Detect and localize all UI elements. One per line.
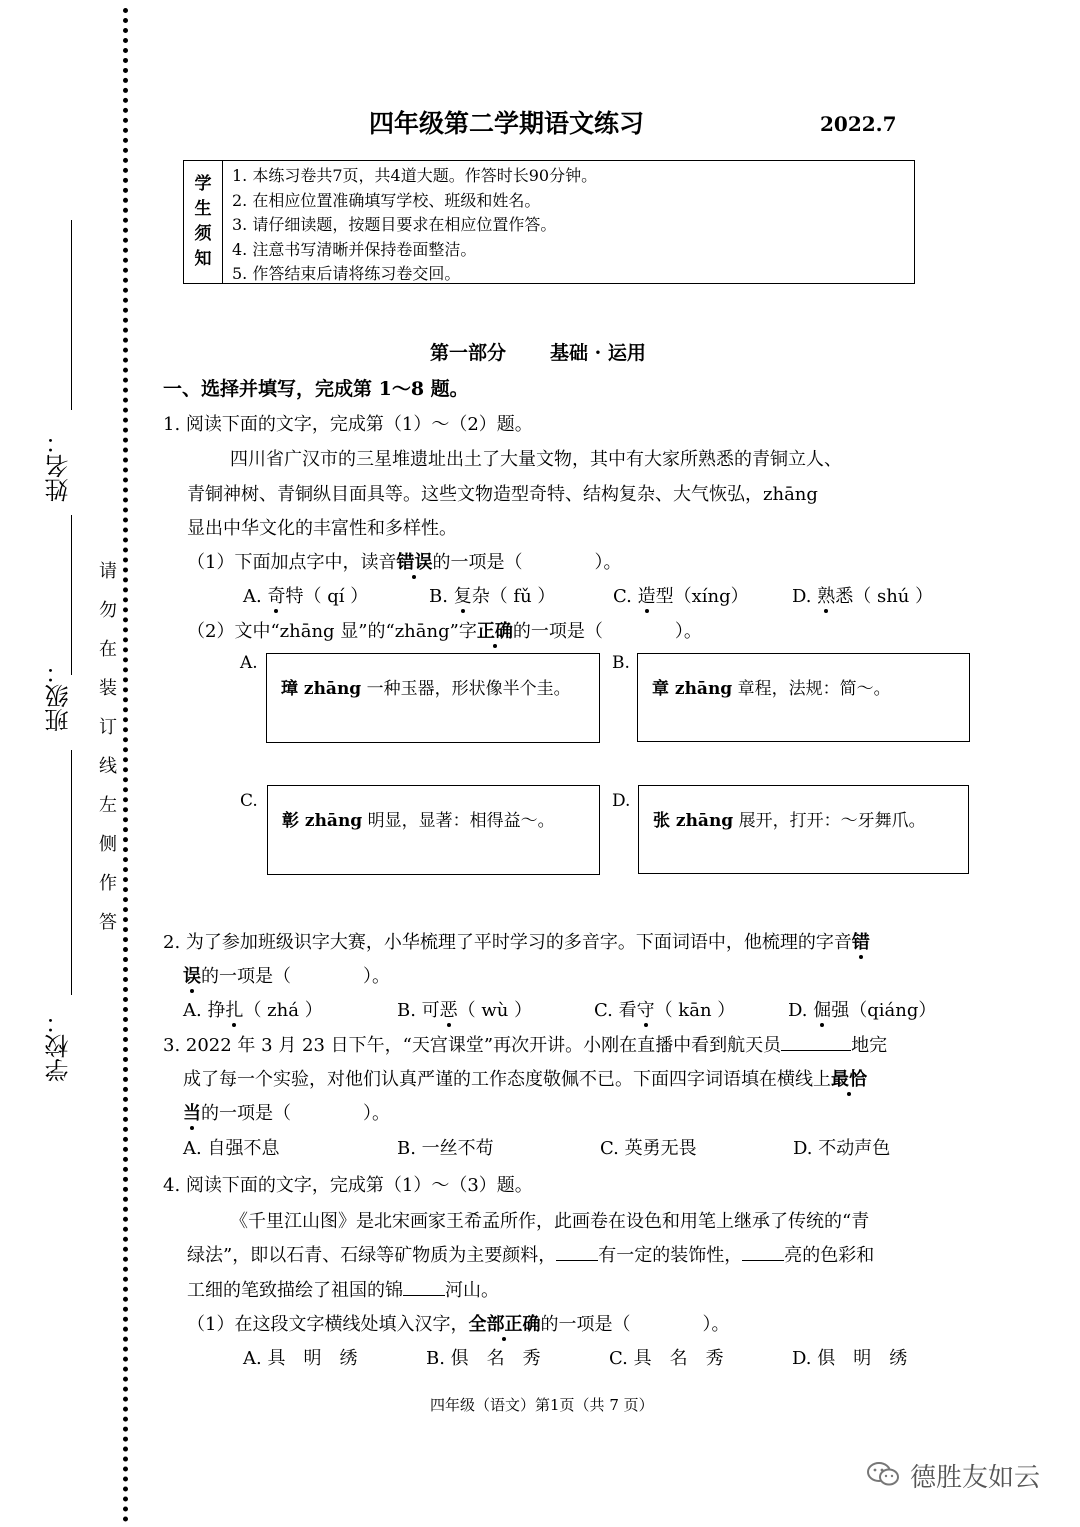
notice-items [232,164,597,287]
name-label: 姓名： [45,430,73,502]
box-letter: C. [240,791,258,811]
part-heading: 第一部分 基础 · 运用 [430,342,646,364]
q3-stem-cont: 当的一项是（ ）。 [183,1103,390,1124]
name-line [71,220,72,410]
option-box-c[interactable]: 彰 zhāng 明显，显著：相得益～。 [267,785,600,875]
wechat-icon [866,1460,900,1488]
binding-dotted-line [123,8,128,1523]
q3-option-a[interactable]: A. 自强不息 [183,1138,280,1159]
q1-sub2: （2）文中“zhāng 显”的“zhāng”字正确的一项是（ ）。 [187,621,702,642]
box-letter: B. [612,653,630,673]
q2-option-a[interactable]: A. 挣扎（ zhá ） [183,1000,323,1021]
q1-passage-line: 显出中华文化的丰富性和多样性。 [187,518,457,539]
q2-stem-cont: 误的一项是（ ）。 [183,966,390,987]
q2-option-b[interactable]: B. 可恶（ wù ） [397,1000,533,1021]
notice-item: 2. 在相应位置准确填写学校、班级和姓名。 [232,190,541,210]
binding-warning: 请 勿 在 装 订 线 左 侧 作 答 [99,561,117,933]
q1-sub1: （1）下面加点字中，读音错误的一项是（ ）。 [187,552,622,573]
q4-passage-line: 工细的笔致描绘了祖国的锦 河山。 [187,1280,499,1301]
page-footer: 四年级（语文）第1页（共 7 页） [430,1396,654,1414]
q4-option-a[interactable]: A. 具 明 绣 [243,1348,358,1369]
q4-option-b[interactable]: B. 俱 名 秀 [426,1348,541,1369]
notice-label: 学 生 须 知 [184,161,223,283]
q2-stem: 2. 为了参加班级识字大赛，小华梳理了平时学习的多音字。下面词语中，他梳理的字音错 [163,932,870,953]
q3-option-b[interactable]: B. 一丝不苟 [397,1138,494,1159]
q3-stem-cont: 成了每一个实验，对他们认真严谨的工作态度敬佩不已。下面四字词语填在横线上最恰 [183,1069,867,1090]
q2-option-c[interactable]: C. 看守（ kān ） [594,1000,736,1021]
q1-option-a[interactable]: A. 奇特（ qí ） [243,586,369,607]
option-box-a[interactable]: 璋 zhāng 一种玉器，形状像半个圭。 [266,653,600,743]
q1-option-c[interactable]: C. 造型（xíng） [613,586,749,607]
q4-passage-line: 《千里江山图》是北宋画家王希孟所作，此画卷在设色和用笔上继承了传统的“青 [230,1211,870,1232]
q4-option-c[interactable]: C. 具 名 秀 [609,1348,724,1369]
school-line [71,750,72,995]
answer-blank[interactable] [781,1050,851,1051]
answer-blank[interactable] [403,1295,445,1296]
student-notice-box [183,160,915,284]
q1-stem: 1. 阅读下面的文字，完成第（1）～（2）题。 [163,414,533,435]
q4-sub1: （1）在这段文字横线处填入汉字，全部正确的一项是（ ）。 [187,1314,730,1335]
q4-option-d[interactable]: D. 俱 明 绣 [792,1348,908,1369]
page-title: 四年级第二学期语文练习 [369,109,645,138]
q4-stem: 4. 阅读下面的文字，完成第（1）～（3）题。 [163,1175,533,1196]
answer-blank[interactable] [742,1260,784,1261]
exam-date: 2022.7 [820,112,897,136]
q1-option-d[interactable]: D. 熟悉（ shú ） [792,586,934,607]
answer-blank[interactable] [556,1260,598,1261]
q1-passage-line: 青铜神树、青铜纵目面具等。这些文物造型奇特、结构复杂、大气恢弘，zhāng [187,484,818,505]
option-box-b[interactable]: 章 zhāng 章程，法规：简～。 [637,653,970,742]
q3-option-d[interactable]: D. 不动声色 [793,1138,891,1159]
q3-stem: 3. 2022 年 3 月 23 日下午，“天宫课堂”再次开讲。小刚在直播中看到航天员 地完 [163,1035,888,1056]
class-label: 班级： [45,660,73,732]
class-line [71,515,72,675]
notice-item: 4. 注意书写清晰并保持卷面整洁。 [232,239,477,259]
section-heading: 一、选择并填写，完成第 1～8 题。 [163,378,469,400]
q1-option-b[interactable]: B. 复杂（ fǔ ） [429,586,556,607]
notice-item: 3. 请仔细读题，按题目要求在相应位置作答。 [232,215,557,234]
q1-passage-line: 四川省广汉市的三星堆遗址出土了大量文物，其中有大家所熟悉的青铜立人、 [230,449,842,470]
q3-option-c[interactable]: C. 英勇无畏 [600,1138,697,1159]
watermark-text: 德胜友如云 [910,1463,1041,1493]
option-box-d[interactable]: 张 zhāng 展开，打开：～牙舞爪。 [638,785,969,874]
box-letter: A. [240,653,258,673]
q2-option-d[interactable]: D. 倔强（qiáng） [788,1000,937,1021]
notice-item: 1. 本练习卷共7页，共4道大题。作答时长90分钟。 [232,166,598,185]
q4-passage-line: 绿法”，即以石青、石绿等矿物质为主要颜料， 有一定的装饰性， 亮的色彩和 [187,1245,875,1266]
school-label: 学校： [45,1010,73,1082]
box-letter: D. [612,791,631,811]
notice-item: 5. 作答结束后请将练习卷交回。 [232,264,461,283]
